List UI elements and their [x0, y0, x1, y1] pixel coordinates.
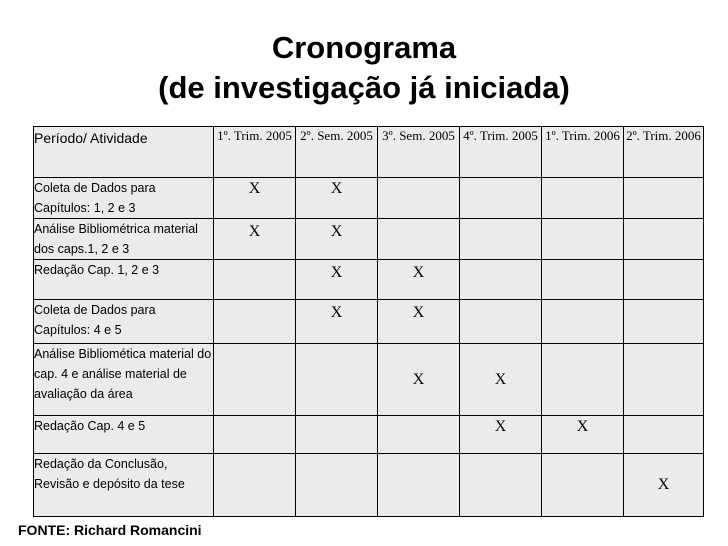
- mark-cell: [378, 454, 460, 517]
- table-row: [34, 260, 704, 300]
- mark-cell: [460, 178, 542, 219]
- mark-cell: X: [542, 416, 624, 454]
- mark-cell: X: [296, 260, 378, 300]
- mark-cell: [542, 300, 624, 344]
- title-line-2: (de investigação já iniciada): [158, 70, 570, 105]
- mark-cell: [214, 260, 296, 300]
- header-row: [34, 127, 704, 178]
- period-header: 2º. Sem. 2005: [296, 127, 378, 178]
- mark-cell: [296, 454, 378, 517]
- mark-cell: [378, 219, 460, 260]
- activity-cell: Coleta de Dados para Capítulos: 1, 2 e 3: [34, 178, 214, 219]
- activity-cell: Análise Bibliométrica material dos caps.1, 2 e 3: [34, 219, 214, 260]
- schedule-table: [33, 126, 704, 517]
- period-header: 2º. Trim. 2006: [624, 127, 704, 178]
- mark-cell: [624, 300, 704, 344]
- mark-cell: [214, 344, 296, 416]
- mark-cell: [542, 454, 624, 517]
- mark-cell: [460, 300, 542, 344]
- period-header: 4º. Trim. 2005: [460, 127, 542, 178]
- table-row: [34, 416, 704, 454]
- mark-cell: [296, 344, 378, 416]
- mark-cell: [460, 260, 542, 300]
- activity-cell: Análise Bibliomética material do cap. 4 e análise material de avaliação da área: [34, 344, 214, 416]
- mark-cell: X: [624, 454, 704, 517]
- mark-cell: [378, 416, 460, 454]
- mark-cell: [624, 178, 704, 219]
- source-caption: FONTE: Richard Romancini: [18, 522, 202, 538]
- mark-cell: [460, 454, 542, 517]
- mark-cell: [624, 260, 704, 300]
- mark-cell: [624, 219, 704, 260]
- mark-cell: X: [378, 344, 460, 416]
- period-header: 1º. Trim. 2005: [214, 127, 296, 178]
- mark-cell: X: [296, 300, 378, 344]
- activity-cell: Redação Cap. 4 e 5: [34, 416, 214, 454]
- mark-cell: X: [378, 300, 460, 344]
- mark-cell: X: [214, 178, 296, 219]
- period-header: 1º. Trim. 2006: [542, 127, 624, 178]
- mark-cell: [542, 178, 624, 219]
- mark-cell: [214, 454, 296, 517]
- mark-cell: [460, 219, 542, 260]
- mark-cell: [542, 219, 624, 260]
- activity-cell: Redação da Conclusão, Revisão e depósito da tese: [34, 454, 214, 517]
- mark-cell: X: [214, 219, 296, 260]
- mark-cell: X: [296, 178, 378, 219]
- slide-title: [0, 28, 728, 108]
- mark-cell: [296, 416, 378, 454]
- table-row: [34, 178, 704, 219]
- mark-cell: [214, 416, 296, 454]
- mark-cell: [624, 416, 704, 454]
- title-line-1: Cronograma: [271, 30, 457, 65]
- mark-cell: X: [460, 344, 542, 416]
- table-row: [34, 344, 704, 416]
- mark-cell: [214, 300, 296, 344]
- mark-cell: [378, 178, 460, 219]
- mark-cell: [542, 260, 624, 300]
- table-row: [34, 219, 704, 260]
- mark-cell: X: [378, 260, 460, 300]
- table-row: [34, 300, 704, 344]
- period-header: 3º. Sem. 2005: [378, 127, 460, 178]
- activity-cell: Redação Cap. 1, 2 e 3: [34, 260, 214, 300]
- corner-header: Período/ Atividade: [34, 127, 214, 178]
- mark-cell: [542, 344, 624, 416]
- mark-cell: [624, 344, 704, 416]
- mark-cell: X: [460, 416, 542, 454]
- activity-cell: Coleta de Dados para Capítulos: 4 e 5: [34, 300, 214, 344]
- table-row: [34, 454, 704, 517]
- mark-cell: X: [296, 219, 378, 260]
